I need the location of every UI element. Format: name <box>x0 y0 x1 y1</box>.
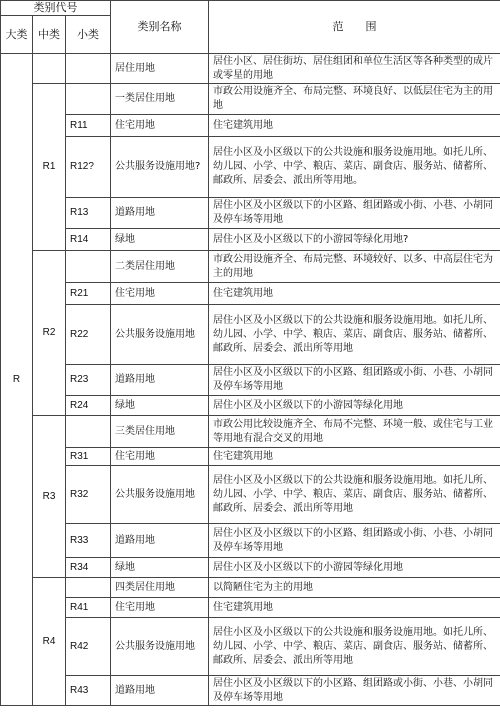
category-name-cell: 住宅用地 <box>111 598 209 618</box>
minor-code-cell: R21 <box>66 283 111 305</box>
category-name-cell: 绿地 <box>111 229 209 251</box>
minor-code-cell <box>66 251 111 283</box>
medium-code-cell: R2 <box>33 251 66 416</box>
minor-code-cell <box>66 416 111 448</box>
table-row <box>1 283 500 305</box>
table-row <box>1 54 500 84</box>
category-name-cell: 道路用地 <box>111 676 209 706</box>
minor-code-cell: R42 <box>66 618 111 676</box>
table-row <box>1 198 500 229</box>
category-name-cell: 公共服务设施用地 <box>111 305 209 365</box>
category-name-cell: 住宅用地 <box>111 448 209 466</box>
medium-code-cell: R1 <box>33 84 66 251</box>
category-name-cell: 住宅用地 <box>111 283 209 305</box>
medium-code-cell <box>33 54 66 84</box>
table-row <box>1 676 500 706</box>
scope-cell: 居住小区及小区级以下的公共设施和服务设施用地。如托儿所、幼儿园、小学、中学、粮店、菜店、副食店、服务站、储蓄所、邮政所、居委会、派出所等用地。 <box>209 137 500 198</box>
table-row <box>1 251 500 283</box>
header-major: 大类 <box>1 16 33 54</box>
minor-code-cell: R33 <box>66 524 111 558</box>
minor-code-cell: R32 <box>66 466 111 524</box>
scope-cell: 居住小区、居住街坊、居住组团和单位生活区等各种类型的成片或零星的用地 <box>209 54 500 84</box>
scope-cell: 市政公用设施齐全、布局完整、环境良好、以低层住宅为主的用地 <box>209 84 500 115</box>
minor-code-cell: R22 <box>66 305 111 365</box>
medium-code-cell: R3 <box>33 416 66 578</box>
minor-code-cell: R24 <box>66 396 111 416</box>
header-row-top <box>1 1 500 16</box>
table-row <box>1 396 500 416</box>
category-name-cell: 道路用地 <box>111 524 209 558</box>
header-category-code: 类别代号 <box>1 1 111 16</box>
scope-cell: 居住小区及小区级以下的小区路、组团路或小街、小巷、小胡同及停车场等用地 <box>209 365 500 396</box>
scope-cell: 住宅建筑用地 <box>209 115 500 137</box>
minor-code-cell: R31 <box>66 448 111 466</box>
category-name-cell: 一类居住用地 <box>111 84 209 115</box>
table-row <box>1 578 500 598</box>
category-name-cell: 道路用地 <box>111 365 209 396</box>
minor-code-cell: R41 <box>66 598 111 618</box>
scope-cell: 市政公用比较设施齐全、布局不完整、环境一般、或住宅与工业等用地有混合交叉的用地 <box>209 416 500 448</box>
category-name-cell: 绿地 <box>111 558 209 578</box>
scope-cell: 居住小区及小区级以下的小游园等绿化用地? <box>209 229 500 251</box>
minor-code-cell: R11 <box>66 115 111 137</box>
minor-code-cell <box>66 54 111 84</box>
scope-cell: 居住小区及小区级以下的小区路、组团路或小街、小巷、小胡同及停车场等用地 <box>209 198 500 229</box>
scope-cell: 以简陋住宅为主的用地 <box>209 578 500 598</box>
header-scope: 范 围 <box>209 1 500 54</box>
category-name-cell: 四类居住用地 <box>111 578 209 598</box>
category-name-cell: 绿地 <box>111 396 209 416</box>
minor-code-cell: R13 <box>66 198 111 229</box>
category-name-cell: 公共服务设施用地 <box>111 618 209 676</box>
table-row <box>1 115 500 137</box>
major-code-cell: R <box>1 54 33 706</box>
scope-cell: 居住小区及小区级以下的小游园等绿化用地 <box>209 558 500 578</box>
category-name-cell: 道路用地 <box>111 198 209 229</box>
minor-code-cell <box>66 84 111 115</box>
table-row <box>1 229 500 251</box>
minor-code-cell: R12? <box>66 137 111 198</box>
scope-cell: 居住小区及小区级以下的小区路、组团路或小街、小巷、小胡同及停车场等用地 <box>209 676 500 706</box>
header-minor: 小类 <box>66 16 111 54</box>
table-row <box>1 524 500 558</box>
category-name-cell: 住宅用地 <box>111 115 209 137</box>
table-row <box>1 84 500 115</box>
scope-cell: 市政公用设施齐全、布局完整、环境较好、以多、中高层住宅为主的用地 <box>209 251 500 283</box>
category-name-cell: 公共服务设施用地? <box>111 137 209 198</box>
minor-code-cell: R23 <box>66 365 111 396</box>
table-row <box>1 305 500 365</box>
minor-code-cell: R43 <box>66 676 111 706</box>
minor-code-cell: R34 <box>66 558 111 578</box>
minor-code-cell <box>66 578 111 598</box>
header-category-name: 类别名称 <box>111 1 209 54</box>
table-row <box>1 365 500 396</box>
scope-cell: 居住小区及小区级以下的公共设施和服务设施用地。如托儿所、幼儿园、小学、中学、粮店、菜店、副食店、服务站、储蓄所、邮政所、居委会、派出所等用地 <box>209 466 500 524</box>
header-medium: 中类 <box>33 16 66 54</box>
table-row <box>1 137 500 198</box>
scope-cell: 住宅建筑用地 <box>209 598 500 618</box>
scope-cell: 居住小区及小区级以下的小游园等绿化用地 <box>209 396 500 416</box>
category-name-cell: 二类居住用地 <box>111 251 209 283</box>
scope-cell: 住宅建筑用地 <box>209 448 500 466</box>
category-name-cell: 公共服务设施用地 <box>111 466 209 524</box>
minor-code-cell: R14 <box>66 229 111 251</box>
table-row <box>1 598 500 618</box>
scope-cell: 居住小区及小区级以下的小区路、组团路或小街、小巷、小胡同及停车场等用地 <box>209 524 500 558</box>
category-name-cell: 居住用地 <box>111 54 209 84</box>
table-row <box>1 558 500 578</box>
medium-code-cell: R4 <box>33 578 66 706</box>
table-row <box>1 448 500 466</box>
table-row <box>1 466 500 524</box>
scope-cell: 居住小区及小区级以下的公共设施和服务设施用地。如托儿所、幼儿园、小学、中学、粮店、菜店、副食店、服务站、储蓄所、邮政所、居委会、派出所等用地 <box>209 618 500 676</box>
scope-cell: 居住小区及小区级以下的公共设施和服务设施用地。如托儿所、幼儿园、小学、中学、粮店、菜店、副食店、服务站、储蓄所、邮政所、居委会、派出所等用地 <box>209 305 500 365</box>
scope-cell: 住宅建筑用地 <box>209 283 500 305</box>
table-row <box>1 416 500 448</box>
table-row <box>1 618 500 676</box>
category-name-cell: 三类居住用地 <box>111 416 209 448</box>
